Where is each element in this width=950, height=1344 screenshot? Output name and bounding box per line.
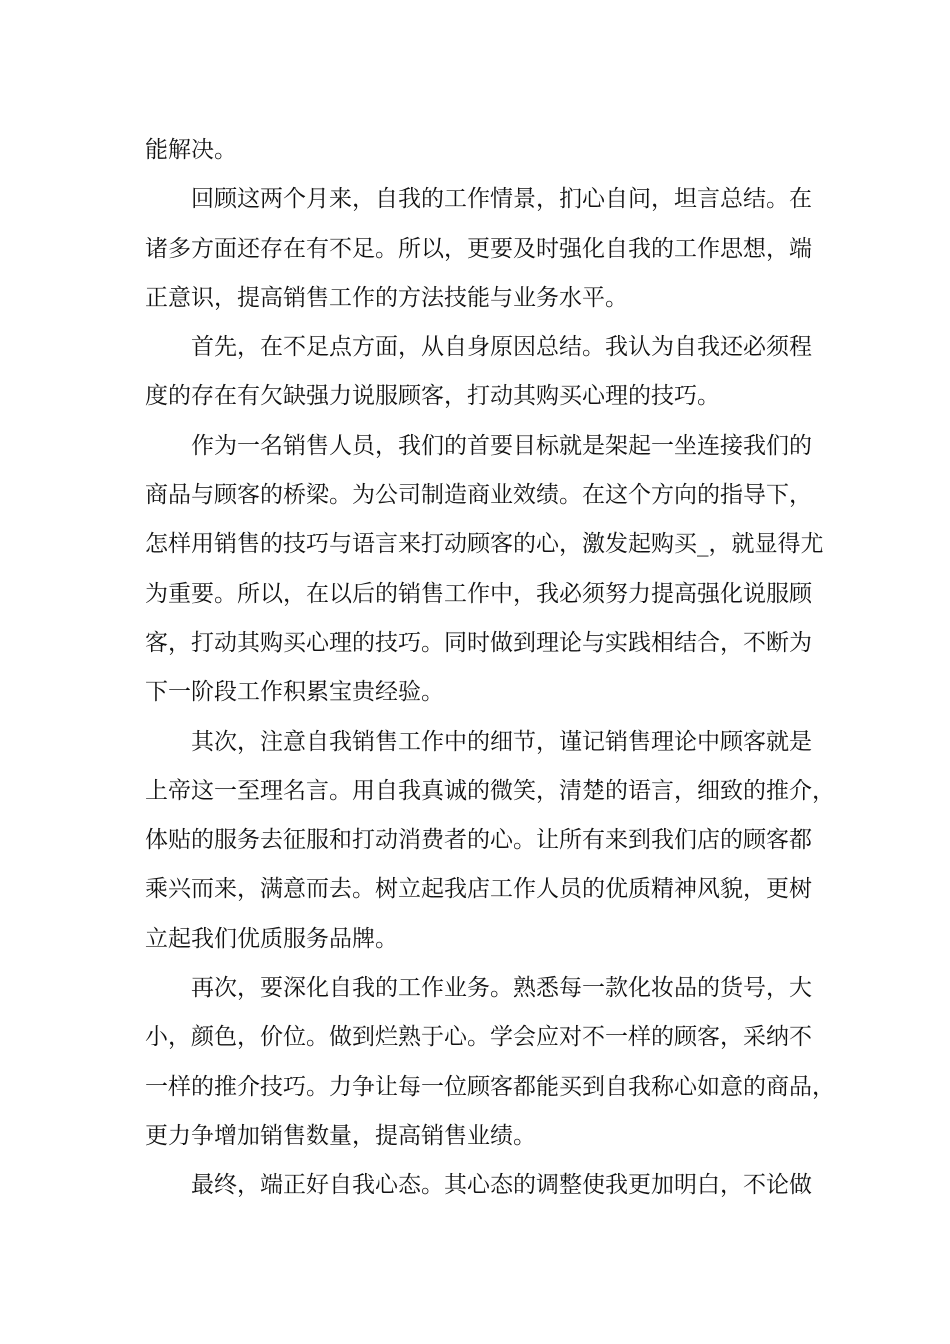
text-line: 度的存在有欠缺强力说服顾客，打动其购买心理的技巧。 xyxy=(145,383,720,410)
text-line: 立起我们优质服务品牌。 xyxy=(145,925,398,952)
text-line: 上帝这一至理名言。用自我真诚的微笑，清楚的语言，细致的推介， xyxy=(145,777,835,804)
text-line: 最终，端正好自我心态。其心态的调整使我更加明白，不论做 xyxy=(191,1172,812,1199)
text-line: 怎样用销售的技巧与语言来打动顾客的心，激发起购买_，就显得尤 xyxy=(145,531,824,558)
text-line: 其次，注意自我销售工作中的细节，谨记销售理论中顾客就是 xyxy=(191,728,812,755)
text-line: 下一阶段工作积累宝贵经验。 xyxy=(145,679,444,706)
paragraph xyxy=(145,126,805,175)
text-line: 再次，要深化自我的工作业务。熟悉每一款化妆品的货号，大 xyxy=(191,975,812,1002)
text-line: 为重要。所以，在以后的销售工作中，我必须努力提高强化说服顾 xyxy=(145,580,812,607)
paragraph xyxy=(145,175,812,323)
text-line: 回顾这两个月来，自我的工作情景，扪心自问，坦言总结。在 xyxy=(191,186,812,213)
text-line: 首先，在不足点方面，从自身原因总结。我认为自我还必须程 xyxy=(191,334,812,361)
text-line: 一样的推介技巧。力争让每一位顾客都能买到自我称心如意的商品， xyxy=(145,1073,835,1100)
text-line: 客，打动其购买心理的技巧。同时做到理论与实践相结合，不断为 xyxy=(145,629,812,656)
text-line: 正意识，提高销售工作的方法技能与业务水平。 xyxy=(145,284,628,311)
text-line: 乘兴而来，满意而去。树立起我店工作人员的优质精神风貌，更树 xyxy=(145,876,812,903)
text-line: 诸多方面还存在有不足。所以，更要及时强化自我的工作思想，端 xyxy=(145,235,812,262)
paragraph xyxy=(145,718,835,964)
text-line: 体贴的服务去征服和打动消费者的心。让所有来到我们店的顾客都 xyxy=(145,827,812,854)
paragraph xyxy=(145,323,812,422)
document-body xyxy=(145,126,835,1211)
paragraph xyxy=(145,422,824,718)
text-line: 能解决。 xyxy=(145,137,237,163)
text-line: 小，颜色，价位。做到烂熟于心。学会应对不一样的顾客，采纳不 xyxy=(145,1024,812,1051)
paragraph xyxy=(145,1161,812,1210)
paragraph xyxy=(145,964,835,1161)
text-line: 商品与顾客的桥梁。为公司制造商业效绩。在这个方向的指导下， xyxy=(145,482,812,509)
text-line: 作为一名销售人员，我们的首要目标就是架起一坐连接我们的 xyxy=(191,432,812,459)
text-line: 更力争增加销售数量，提高销售业绩。 xyxy=(145,1122,536,1149)
